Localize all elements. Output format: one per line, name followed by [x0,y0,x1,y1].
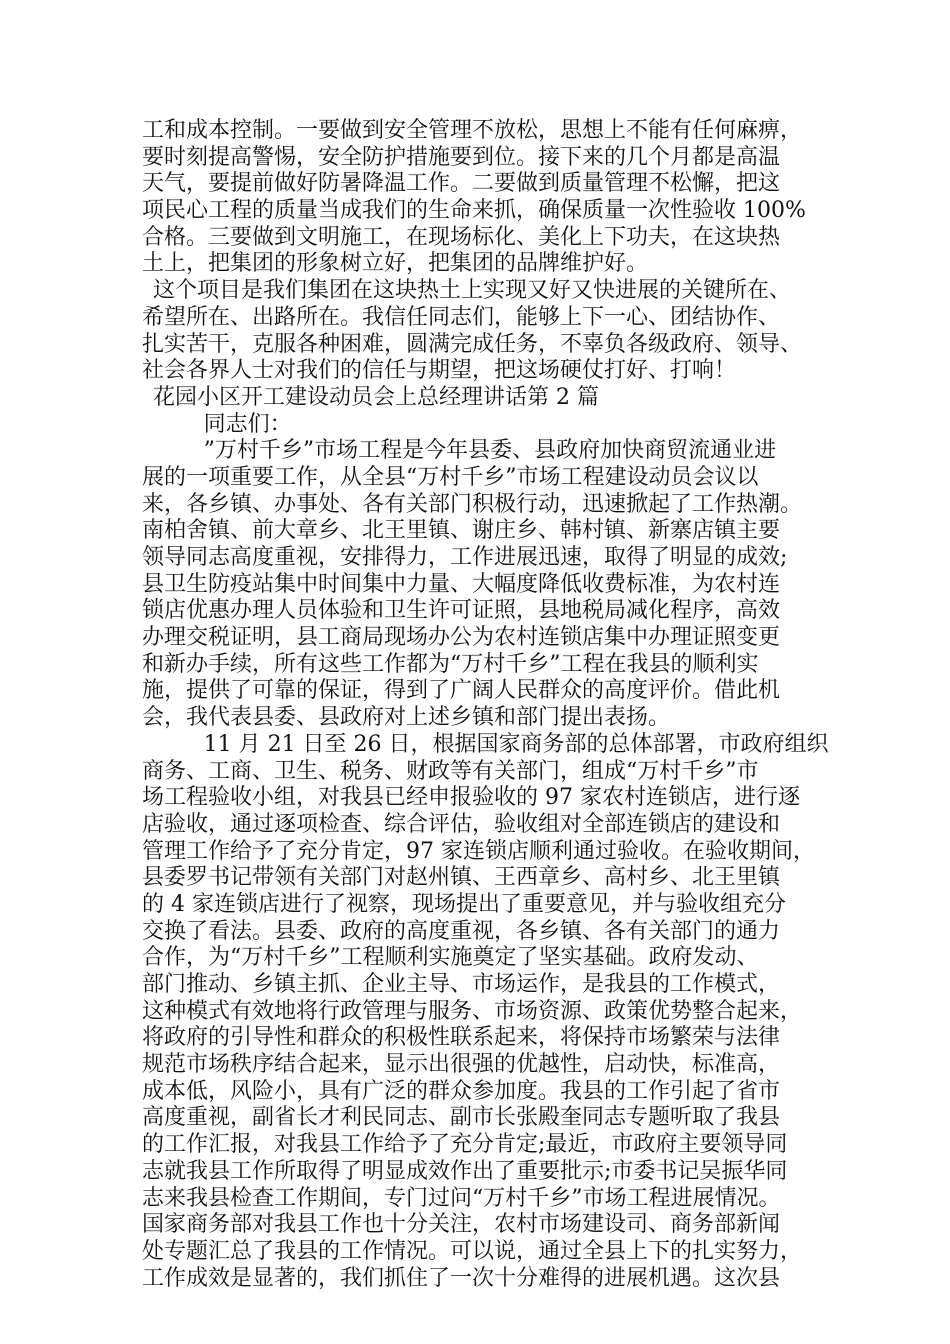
text-line: 场工程验收小组，对我县已经申报验收的 97 家农村连锁店，进行逐 [142,785,800,811]
text-line: 南柏舍镇、前大章乡、北王里镇、谢庄乡、韩村镇、新寨店镇主要 [142,518,781,544]
text-line: 商务、工商、卫生、税务、财政等有关部门，组成“万村千乡”市 [142,758,759,784]
text-line: 社会各界人士对我们的信任与期望，把这场硬仗打好、打响！ [142,358,737,384]
text-line: 要时刻提高警惕，安全防护措施要到位。接下来的几个月都是高温 [142,144,781,170]
text-line: 希望所在、出路所在。我信任同志们，能够上下一心、团结协作、 [142,304,781,330]
text-line: 来，各乡镇、办事处、各有关部门积极行动，迅速掀起了工作热潮。 [142,491,803,517]
text-line: 成本低，风险小，具有广泛的群众参加度。我县的工作引起了省市 [142,1078,781,1104]
text-line: 土上，把集团的形象树立好，把集团的品牌维护好。 [142,251,649,277]
text-line: 施，提供了可靠的保证，得到了广阔人民群众的高度评价。借此机 [142,678,781,704]
text-line: 交换了看法。县委、政府的高度重视，各乡镇、各有关部门的通力 [142,918,781,944]
text-line: 展的一项重要工作，从全县“万村千乡”市场工程建设动员会议以 [142,464,759,490]
text-line: 天气，要提前做好防暑降温工作。二要做到质量管理不松懈，把这 [142,171,781,197]
text-line: 这个项目是我们集团在这块热土上实现又好又快进展的关键所在、 [153,278,792,304]
text-line: 高度重视，副省长才利民同志、副市长张殿奎同志专题听取了我县 [142,1105,781,1131]
text-line: 县委罗书记带领有关部门对赵州镇、王西章乡、高村乡、北王里镇 [142,865,781,891]
document-body [142,118,832,1292]
text-line: 这种模式有效地将行政管理与服务、市场资源、政策优势整合起来， [142,998,803,1024]
text-line: 县卫生防疫站集中时间集中力量、大幅度降低收费标准，为农村连 [142,571,781,597]
text-line: 花园小区开工建设动员会上总经理讲话第 2 篇 [153,384,599,410]
text-line: 锁店优惠办理人员体验和卫生许可证照，县地税局减化程序，高效 [142,598,781,624]
text-line: 和新办手续，所有这些工作都为“万村千乡”工程在我县的顺利实 [142,651,759,677]
text-line: 合格。三要做到文明施工，在现场标化、美化上下功夫，在这块热 [142,224,781,250]
text-line: 扎实苦干，克服各种困难，圆满完成任务，不辜负各级政府、领导、 [142,331,803,357]
text-line: 将政府的引导性和群众的积极性联系起来，将保持市场繁荣与法律 [142,1025,781,1051]
text-line: 工作成效是显著的，我们抓住了一次十分难得的进展机遇。这次县 [142,1265,781,1291]
text-line: 规范市场秩序结合起来，显示出很强的优越性，启动快，标准高， [142,1052,781,1078]
text-line: 同志们： [203,411,292,437]
text-line: 的 4 家连锁店进行了视察，现场提出了重要意见，并与验收组充分 [142,891,786,917]
text-line: 工和成本控制。一要做到安全管理不放松，思想上不能有任何麻痹， [142,118,803,143]
text-line: 国家商务部对我县工作也十分关注，农村市场建设司、商务部新闻 [142,1212,781,1238]
text-line: 店验收，通过逐项检查、综合评估，验收组对全部连锁店的建设和 [142,811,781,837]
text-line: 的工作汇报，对我县工作给予了充分肯定;最近，市政府主要领导同 [142,1132,788,1158]
text-line: 11 月 21 日至 26 日，根据国家商务部的总体部署，市政府组织 [203,731,829,757]
text-line: 领导同志高度重视，安排得力，工作进展迅速，取得了明显的成效; [142,545,788,570]
text-line: 处专题汇总了我县的工作情况。可以说，通过全县上下的扎实努力， [142,1238,803,1264]
text-line: ”万村千乡”市场工程是今年县委、县政府加快商贸流通业进 [203,438,777,464]
text-line: 合作，为“万村千乡”工程顺利实施奠定了坚实基础。政府发动、 [142,945,759,971]
text-line: 管理工作给予了充分肯定，97 家连锁店顺利通过验收。在验收期间， [142,838,815,864]
text-line: 会，我代表县委、县政府对上述乡镇和部门提出表扬。 [142,705,671,731]
text-line: 办理交税证明，县工商局现场办公为农村连锁店集中办理证照变更 [142,625,781,651]
text-line: 志就我县工作所取得了明显成效作出了重要批示;市委书记吴振华同 [142,1158,788,1184]
text-line: 项民心工程的质量当成我们的生命来抓，确保质量一次性验收 100% [142,198,806,224]
text-line: 志来我县检查工作期间，专门过问“万村千乡”市场工程进展情况。 [142,1185,781,1211]
text-line: 部门推动、乡镇主抓、企业主导、市场运作，是我县的工作模式， [142,972,781,997]
